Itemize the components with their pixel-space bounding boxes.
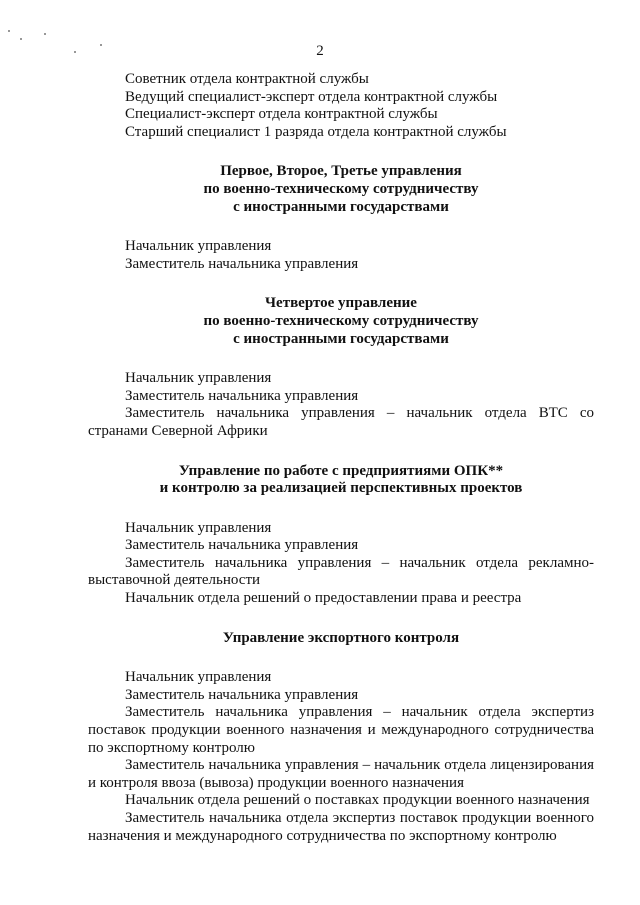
section-heading: Первое, Второе, Третье управления по военно-техническому сотрудничеству с иностранными государствами xyxy=(203,163,479,215)
document-body xyxy=(88,71,594,845)
list-item: Начальник управления xyxy=(125,519,272,536)
page-number: 2 xyxy=(316,43,324,59)
list-item: Начальник управления xyxy=(125,238,272,255)
list-item: Начальник управления xyxy=(125,669,272,686)
list-item: Заместитель начальника управления xyxy=(125,537,359,554)
list-item: Заместитель начальника управления – начальник отдела ВТС со странами Северной Африки xyxy=(88,405,594,439)
list-item: Заместитель начальника управления – начальник отдела лицензирования и контроля ввоза (вывоза) продукции военного назначения xyxy=(88,757,594,791)
list-item: Заместитель начальника управления – начальник отдела рекламно-выставочной деятельности xyxy=(88,554,594,589)
list-item: Начальник управления xyxy=(125,370,272,387)
list-item: Начальник отдела решений о поставках продукции военного назначения xyxy=(125,792,590,809)
list-item: Ведущий специалист-эксперт отдела контрактной службы xyxy=(125,88,498,105)
list-item: Заместитель начальника управления xyxy=(125,387,359,404)
list-item: Начальник отдела решений о предоставлении права и реестра xyxy=(125,590,522,607)
list-item: Старший специалист 1 разряда отдела контрактной службы xyxy=(125,123,507,140)
section-defense-industry xyxy=(88,463,594,608)
section-department-4 xyxy=(88,295,594,440)
list-item: Советник отдела контрактной службы xyxy=(125,71,369,87)
section-heading: Четвертое управление по военно-техническому сотрудничеству с иностранными государствами xyxy=(203,295,479,347)
list-item: Заместитель начальника управления – начальник отдела экспертиз поставок продукции военного назначения и международного сотрудничества по экспортному контролю xyxy=(88,704,594,756)
list-item: Заместитель начальника управления xyxy=(125,686,359,703)
list-item: Заместитель начальника отдела экспертиз поставок продукции военного назначения и международного сотрудничества по экспортному контролю xyxy=(88,810,594,844)
section-heading: Управление по работе с предприятиями ОПК** и контролю за реализацией перспективных проектов xyxy=(159,462,523,497)
section-export-control xyxy=(88,630,594,846)
list-item: Заместитель начальника управления xyxy=(125,255,359,272)
top-position-list xyxy=(88,71,594,141)
list-item: Специалист-эксперт отдела контрактной службы xyxy=(125,106,438,123)
section-departments-1-3 xyxy=(88,163,594,273)
section-heading: Управление экспортного контроля xyxy=(222,629,460,646)
